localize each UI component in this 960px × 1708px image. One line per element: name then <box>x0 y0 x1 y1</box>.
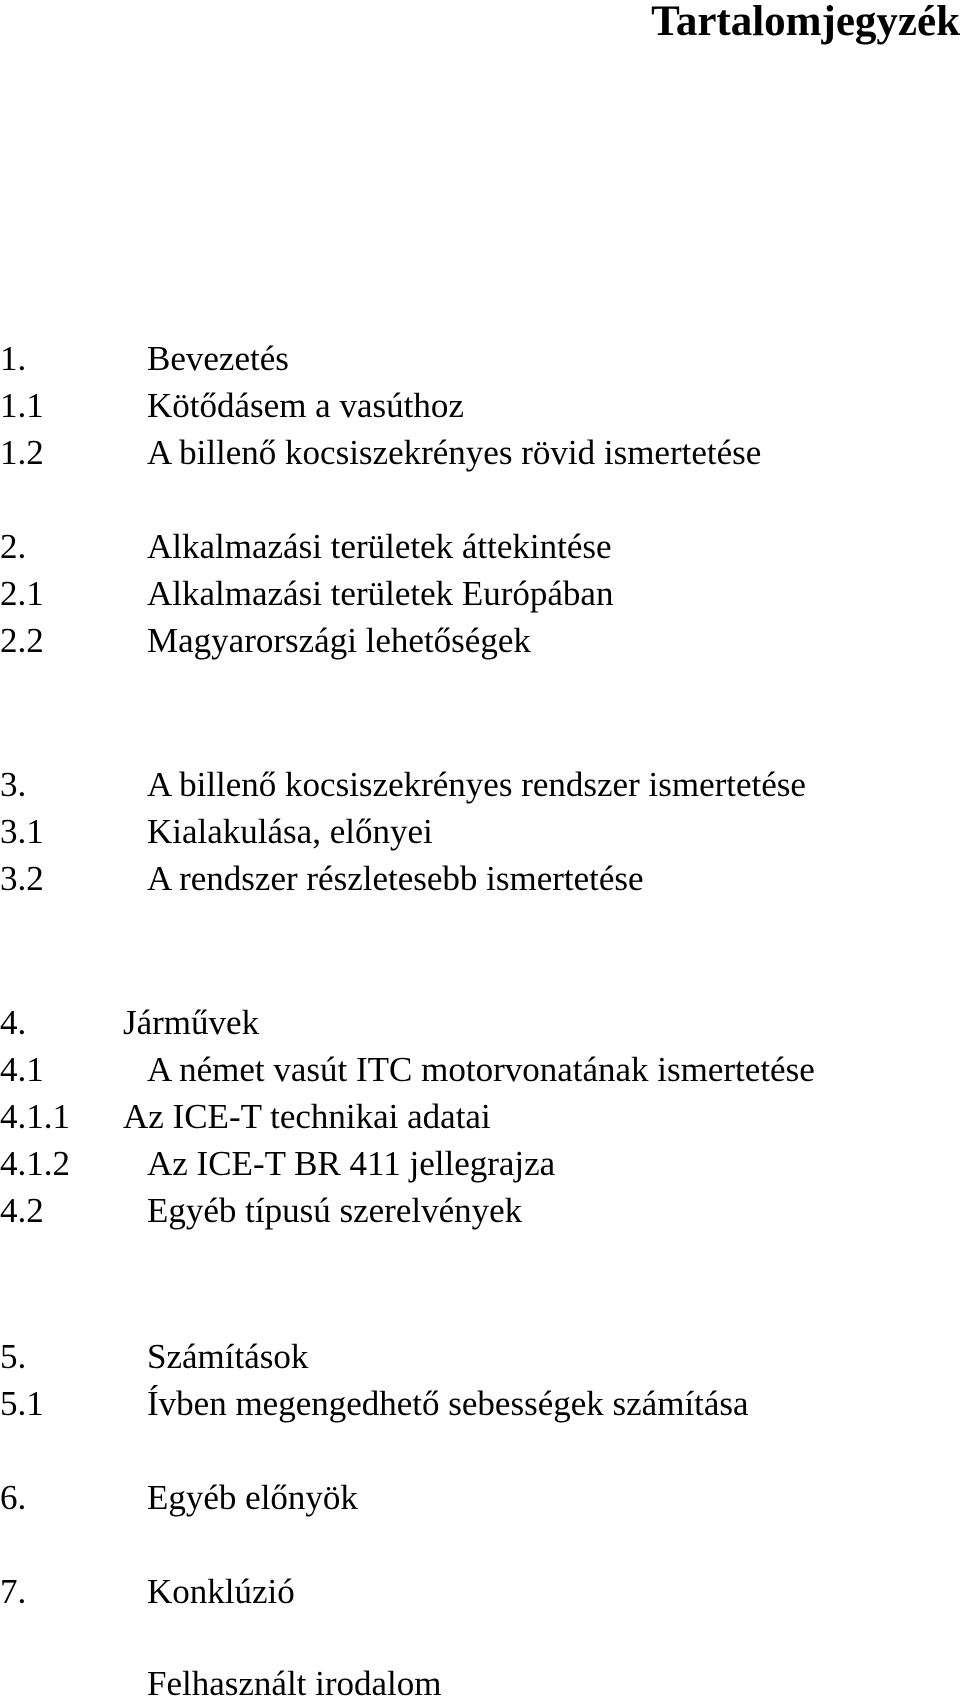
toc-entry-label: Felhasznált irodalom <box>147 1664 442 1703</box>
toc-entry-number: 4. <box>0 1003 27 1042</box>
toc-entry-label: Az ICE-T BR 411 jellegrajza <box>147 1144 556 1183</box>
toc-entry-label: A billenő kocsiszekrényes rendszer ismertetése <box>147 765 806 804</box>
toc-entry-number: 3. <box>0 765 27 804</box>
toc-entry-label: A rendszer részletesebb ismertetése <box>147 859 644 898</box>
toc-entry-label: Járművek <box>123 1003 260 1042</box>
toc-entry-label: Magyarországi lehetőségek <box>147 621 531 660</box>
toc-entry-label: Bevezetés <box>147 339 289 378</box>
toc-entry-label: Kialakulása, előnyei <box>147 812 433 851</box>
toc-entry-label: Egyéb típusú szerelvények <box>147 1191 523 1230</box>
toc-entry-number: 5.1 <box>0 1384 44 1423</box>
toc-entry-number: 2.2 <box>0 621 44 660</box>
toc-entry-number: 4.1.2 <box>0 1144 70 1183</box>
toc-entry-number: 1. <box>0 339 27 378</box>
toc-entry-number: 2. <box>0 527 27 566</box>
toc-entry-number: 1.2 <box>0 433 44 472</box>
toc-entry-number: 2.1 <box>0 574 44 613</box>
toc-entry-label: Egyéb előnyök <box>147 1478 358 1517</box>
toc-entry-number: 4.1.1 <box>0 1097 70 1136</box>
toc-entry-number: 4.2 <box>0 1191 44 1230</box>
toc-entry-number: 1.1 <box>0 386 44 425</box>
toc-entry-label: A német vasút ITC motorvonatának ismertetése <box>147 1050 815 1089</box>
toc-entry-number: 3.2 <box>0 859 44 898</box>
toc-entry-label: Konklúzió <box>147 1572 295 1611</box>
toc-entry-label: Alkalmazási területek Európában <box>147 574 614 613</box>
toc-entry-label: Számítások <box>147 1337 309 1376</box>
toc-entry-label: Ívben megengedhető sebességek számítása <box>147 1384 749 1423</box>
toc-entry-label: Kötődásem a vasúthoz <box>147 386 464 425</box>
toc-entry-number: 7. <box>0 1572 27 1611</box>
page-title: Tartalomjegyzék <box>651 0 960 45</box>
toc-entry-number: 3.1 <box>0 812 44 851</box>
toc-entry-label: Alkalmazási területek áttekintése <box>147 527 612 566</box>
toc-entry-label: Az ICE-T technikai adatai <box>123 1097 491 1136</box>
toc-entry-label: A billenő kocsiszekrényes rövid ismertetése <box>147 433 762 472</box>
toc-entry-number: 4.1 <box>0 1050 44 1089</box>
toc-entry-number: 5. <box>0 1337 27 1376</box>
toc-entry-number: 6. <box>0 1478 27 1517</box>
